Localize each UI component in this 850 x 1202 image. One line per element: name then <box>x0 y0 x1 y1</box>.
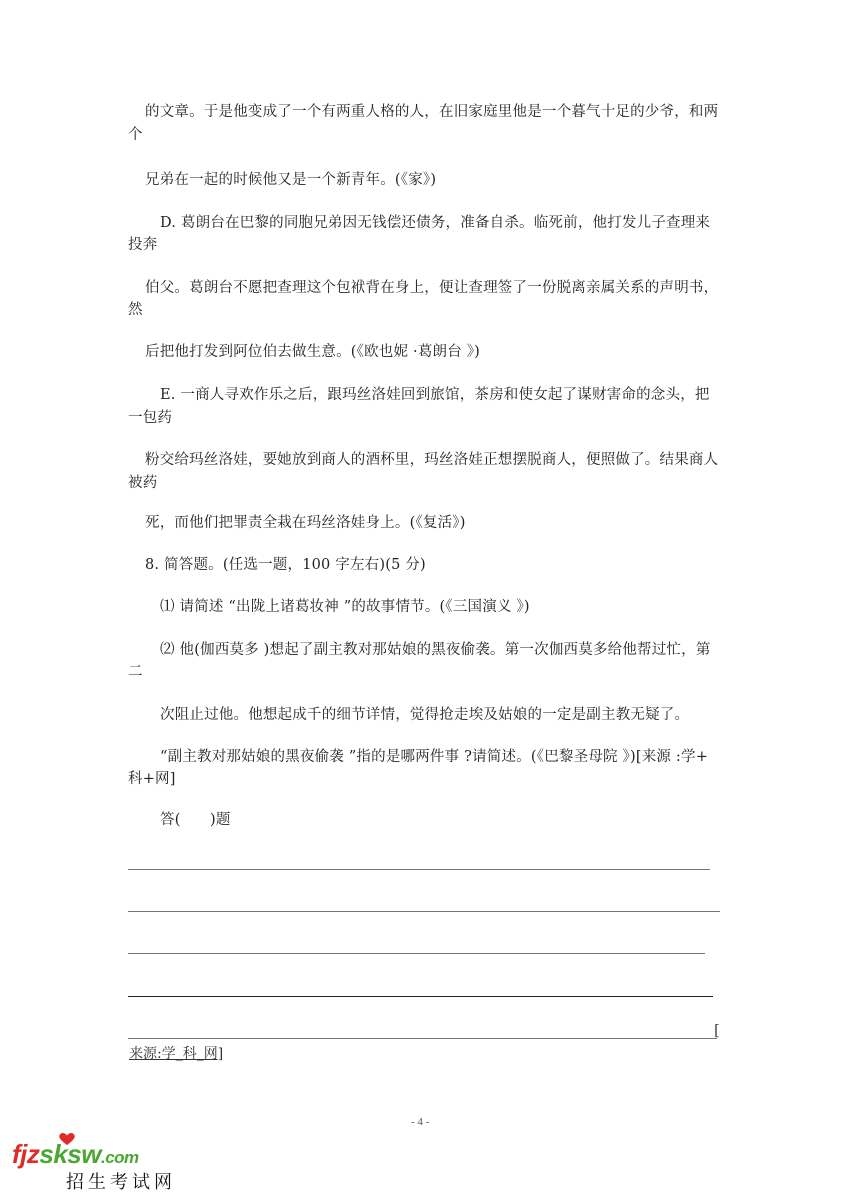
page-number: - 4 - <box>411 1116 430 1128</box>
text-line: 科+网] <box>128 771 176 787</box>
question-8-option-2: ⑵ 他(伽西莫多 )想起了副主教对那姑娘的黑夜偷袭。第一次伽西莫多给他帮过忙，第 <box>160 642 711 658</box>
text-line: 被药 <box>128 475 158 491</box>
answer-line[interactable] <box>128 1038 717 1039</box>
text-line: 兄弟在一起的时候他又是一个新青年。(《家》) <box>145 172 437 188</box>
text-line: 次阻止过他。他想起成千的细节详情，觉得抢走埃及姑娘的一定是副主教无疑了。 <box>160 707 690 723</box>
text-line: 粉交给玛丝洛娃，要她放到商人的酒杯里，玛丝洛娃正想摆脱商人，便照做了。结果商人 <box>145 452 719 468</box>
text-line: 后把他打发到阿位伯去做生意。(《欧也妮 ·葛朗台 》) <box>145 344 481 360</box>
answer-line[interactable] <box>128 953 705 954</box>
text-line: 伯父。葛朗台不愿把查理这个包袱背在身上，便让查理签了一份脱离亲属关系的声明书， <box>145 280 719 296</box>
text-line: 一包药 <box>128 410 173 426</box>
answer-line[interactable] <box>128 911 720 912</box>
text-line: 死，而他们把罪责全栽在玛丝洛娃身上。(《复活》) <box>145 515 466 531</box>
text-line: 投奔 <box>128 237 158 253</box>
source-bracket: [ <box>714 1021 720 1039</box>
answer-line[interactable] <box>128 869 710 870</box>
text-line: “副主教对那姑娘的黑夜偷袭 ”指的是哪两件事 ?请简述。(《巴黎圣母院 》)[来源 :学+ <box>160 749 709 765</box>
question-8-option-1: ⑴ 请简述 “出陇上诸葛妆神 ”的故事情节。(《三国演义 》) <box>160 599 530 615</box>
question-8-heading: 8. 简答题。(任选一题，100 字左右)(5 分) <box>145 557 426 573</box>
site-logo[interactable] <box>10 1132 180 1192</box>
text-line: 二 <box>128 664 143 680</box>
answer-line[interactable] <box>128 996 713 997</box>
logo-chinese-text: 招生考试网 <box>66 1172 176 1193</box>
text-line: 个 <box>128 127 143 143</box>
logo-wordmark: fjzsksw.com <box>12 1139 139 1169</box>
text-line: 的文章。于是他变成了一个有两重人格的人，在旧家庭里他是一个暮气十足的少爷，和两 <box>145 104 719 120</box>
source-note: 来源:学_科_网] <box>129 1046 224 1062</box>
answer-choice-label: 答( )题 <box>160 812 231 828</box>
option-d: D. 葛朗台在巴黎的同胞兄弟因无钱偿还债务，准备自杀。临死前，他打发儿子查理来 <box>160 215 711 231</box>
text-line: 然 <box>128 302 143 318</box>
option-e: E. 一商人寻欢作乐之后，跟玛丝洛娃回到旅馆，茶房和使女起了谋财害命的念头，把 <box>160 387 710 403</box>
